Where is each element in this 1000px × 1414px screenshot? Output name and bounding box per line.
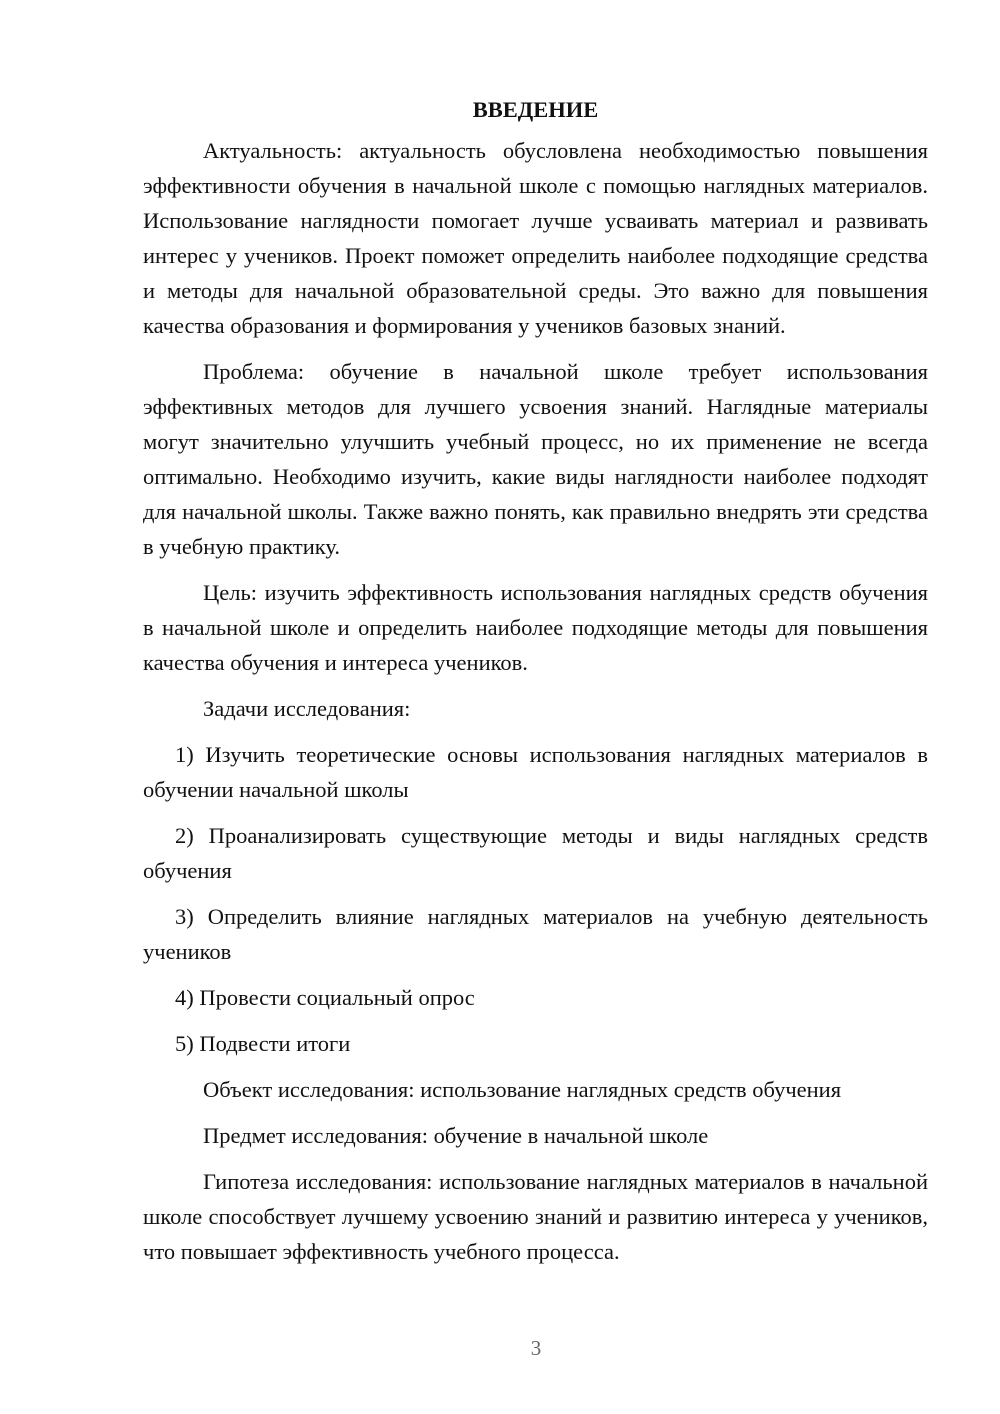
hypothesis-paragraph: Гипотеза исследования: использование наглядных материалов в начальной школе способствует лучшему усвоению знаний и развитию интереса у учеников, что повышает эффективность учебного процесса.: [143, 1169, 928, 1264]
goal-paragraph: Цель: изучить эффективность использования наглядных средств обучения в начальной школе и определить наиболее подходящие методы для повышения качества обучения и интереса учеников.: [143, 580, 928, 675]
page-content: [143, 92, 928, 1280]
task-item-2: 2) Проанализировать существующие методы и виды наглядных средств обучения: [143, 823, 928, 883]
task-item-1: 1) Изучить теоретические основы использования наглядных материалов в обучении начальной школы: [143, 742, 928, 802]
task-item-5: 5) Подвести итоги: [175, 1031, 351, 1056]
tasks-heading: Задачи исследования:: [203, 696, 411, 721]
page-number: 3: [530, 1336, 542, 1360]
task-item-4: 4) Провести социальный опрос: [175, 985, 475, 1010]
task-item-3: 3) Определить влияние наглядных материалов на учебную деятельность учеников: [143, 904, 928, 964]
object-paragraph: Объект исследования: использование наглядных средств обучения: [203, 1077, 842, 1102]
relevance-paragraph: Актуальность: актуальность обусловлена необходимостью повышения эффективности обучения в начальной школе с помощью наглядных материалов. Использование наглядности помогает лучше усваивать материал и развивать интерес у учеников. Проект поможет определить наиболее подходящие средства и методы для начальной образовательной среды. Это важно для повышения качества образования и формирования у учеников базовых знаний.: [143, 138, 928, 338]
problem-paragraph: Проблема: обучение в начальной школе требует использования эффективных методов для лучшего усвоения знаний. Наглядные материалы могут значительно улучшить учебный процесс, но их применение не всегда оптимально. Необходимо изучить, какие виды наглядности наиболее подходят для начальной школы. Также важно понять, как правильно внедрять эти средства в учебную практику.: [143, 359, 928, 559]
page-title: ВВЕДЕНИЕ: [472, 97, 599, 122]
subject-paragraph: Предмет исследования: обучение в начальной школе: [203, 1123, 709, 1148]
